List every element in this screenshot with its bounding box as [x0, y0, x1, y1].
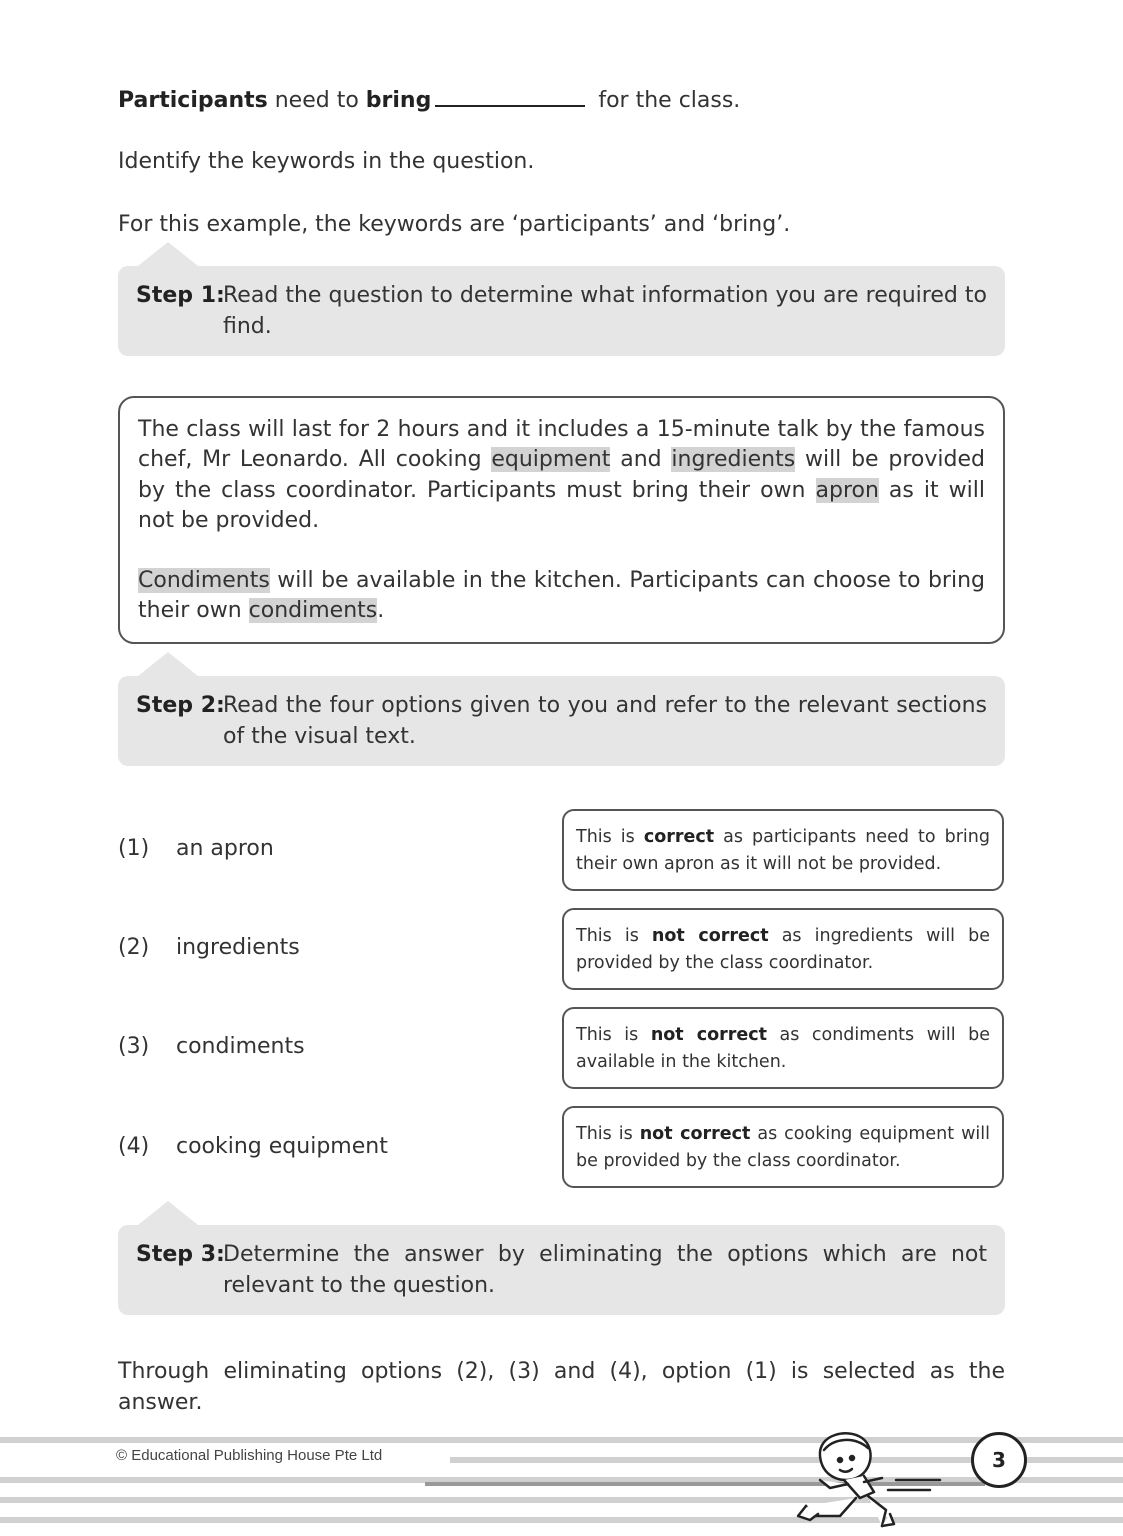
page-number: 3	[971, 1432, 1027, 1488]
option-1	[118, 834, 274, 864]
running-boy-icon	[790, 1420, 950, 1532]
highlight-equipment: equipment	[491, 447, 611, 473]
option-3	[118, 1032, 305, 1062]
note-verdict: not correct	[639, 1124, 751, 1144]
note-text: as ingredients will be provided by the class coordinator.	[576, 926, 990, 973]
footer-text-bg	[0, 1467, 430, 1475]
step-3-text: Determine the answer by eliminating the options which are not relevant to the question.	[223, 1242, 987, 1298]
step-2-label: Step 2:	[136, 693, 225, 718]
step-3-box	[118, 1225, 1005, 1315]
note-text: This is	[576, 1124, 640, 1144]
step-2-text: Read the four options given to you and refer to the relevant sections of the visual text.	[223, 693, 987, 749]
keyword-participants: Participants	[118, 88, 268, 113]
passage-text: will be provided by the class coordinator. Participants must bring their own	[138, 447, 985, 503]
visual-text-passage	[118, 396, 1005, 644]
note-text: as cooking equipment will be provided by the class coordinator.	[576, 1124, 990, 1171]
option-number: (2)	[118, 935, 150, 960]
passage-text: The class will last for 2 hours and it includes a 15-minute talk by the famous chef, Mr Leonardo. All cooking	[138, 417, 985, 473]
option-number: (1)	[118, 836, 150, 861]
highlight-condiments: condiments	[248, 598, 378, 624]
conclusion-text: Through eliminating options (2), (3) and (4), option (1) is selected as the answer.	[118, 1359, 1005, 1415]
footer-stripe	[0, 1517, 1123, 1523]
note-verdict: correct	[643, 827, 715, 847]
highlight-apron: apron	[815, 477, 879, 503]
instruction-text: Identify the keywords in the question.	[118, 149, 535, 174]
note-text: This is	[576, 827, 644, 847]
option-4-explanation	[562, 1106, 1004, 1188]
option-text: an apron	[176, 836, 274, 861]
keyword-bring: bring	[365, 88, 432, 113]
option-3-explanation	[562, 1007, 1004, 1089]
step-1-box	[118, 266, 1005, 356]
option-2-explanation	[562, 908, 1004, 990]
passage-paragraph-2	[138, 566, 985, 627]
option-text: ingredients	[176, 935, 300, 960]
option-number: (3)	[118, 1034, 150, 1059]
passage-text: will be available in the kitchen. Participants can choose to bring their own	[138, 568, 985, 624]
passage-text: and	[610, 447, 672, 473]
step-1-text: Read the question to determine what information you are required to find.	[223, 283, 987, 339]
question-text: need to	[267, 88, 366, 113]
highlight-ingredients: ingredients	[671, 447, 796, 473]
passage-paragraph-1	[138, 415, 985, 536]
step-3-label: Step 3:	[136, 1242, 225, 1267]
footer-stripe	[0, 1497, 1123, 1503]
option-1-explanation	[562, 809, 1004, 891]
step-1-label: Step 1:	[136, 283, 225, 308]
step-2-box	[118, 676, 1005, 766]
keywords-text: For this example, the keywords are ‘participants’ and ‘bring’.	[118, 212, 791, 237]
passage-text: as it will not be provided.	[138, 477, 985, 533]
option-text: condiments	[176, 1034, 305, 1059]
option-number: (4)	[118, 1134, 150, 1159]
question-line	[118, 85, 740, 116]
highlight-condiments: Condiments	[138, 568, 270, 594]
note-verdict: not correct	[651, 926, 769, 946]
question-text-end: for the class.	[591, 88, 741, 113]
option-4	[118, 1132, 388, 1162]
option-2	[118, 933, 300, 963]
passage-text: .	[377, 598, 385, 624]
note-text: This is	[576, 926, 652, 946]
note-text: as participants need to bring their own apron as it will not be provided.	[576, 827, 990, 874]
copyright-text: © Educational Publishing House Pte Ltd	[116, 1447, 383, 1464]
note-verdict: not correct	[650, 1025, 767, 1045]
answer-blank	[435, 85, 585, 107]
note-text: as condiments will be available in the kitchen.	[576, 1025, 990, 1072]
note-text: This is	[576, 1025, 651, 1045]
option-text: cooking equipment	[176, 1134, 388, 1159]
